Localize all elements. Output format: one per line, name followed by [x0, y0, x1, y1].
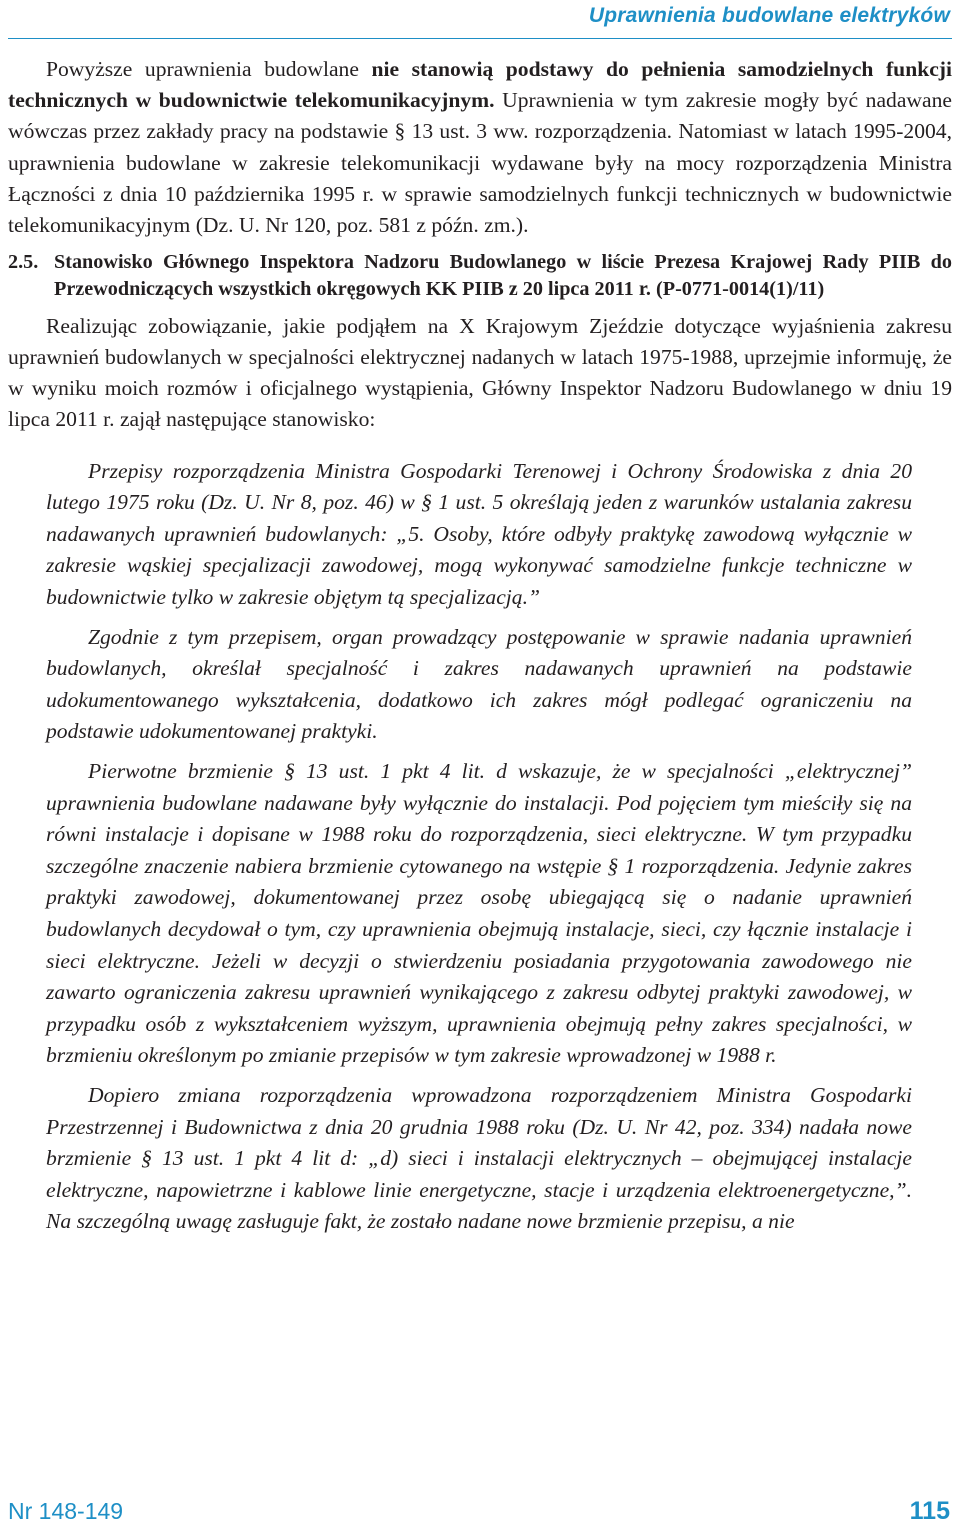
page-number: 115 — [909, 1497, 950, 1525]
section-title: Stanowisko Głównego Inspektora Nadzoru Budowlanego w liście Prezesa Krajowej Rady PIIB do Przewodniczących wszystkich okręgowych KK PIIB z 20 lipca 2011 r. (P-0771-0014(1)/11) — [54, 251, 952, 301]
quote-paragraph: Zgodnie z tym przepisem, organ prowadzący postępowanie w sprawie nadania uprawnień budowlanych, określał specjalność i zakres nadawanych uprawnień na podstawie udokumentowanego wykształcenia, dodatkowo ich zakres mógł podlegać ograniczeniu na podstawie udokumentowanej praktyki. — [46, 624, 912, 744]
quote-paragraph: Dopiero zmiana rozporządzenia wprowadzona rozporządzeniem Ministra Gospodarki Przestrzennej i Budownictwa z dnia 20 grudnia 1988 roku (Dz. U. Nr 42, poz. 334) nadała nowe brzmienie § 13 ust. 1 pkt 4 lit d: „d) sieci i instalacji elektrycznych – obejmującej instalacje elektryczne, napowietrzne i kablowe linie energetyczne, stacje i urządzenia elektroenergetyczne,”. Na szczególną uwagę zasługuje fakt, że zostało nadane nowe brzmienie przepisu, a nie — [46, 1082, 912, 1234]
quote-paragraph: Pierwotne brzmienie § 13 ust. 1 pkt 4 lit. d wskazuje, że w specjalności „elektrycznej” uprawnienia budowlane nadawane były wyłącznie do instalacji. Pod pojęciem tym mieściły się na równi instalacje i dopisane w 1988 roku do rozporządzenia, sieci elektryczne. W tym przypadku szczególne znaczenie nabiera brzmienie cytowanego na wstępie § 1 rozporządzenia. Jedynie zakres praktyki zawodowej, dokumentowanej przez osobę ubiegającą się o nadanie uprawnień budowlanych decydował o tym, czy uprawnienia obejmują instalacje, sieci, czy łącznie instalacje i sieci elektryczne. Jeżeli w decyzji o stwierdzeniu posiadania przygotowania zawodowego nie zawarto ograniczenia zakresu uprawnień wynikającego z zakresu odbytej praktyki zawodowej, w przypadku osób z wykształceniem wyższym, uprawnienia obejmują pełny zakres specjalności, w brzmieniu określonym po zmianie przepisów w tym zakresie wprowadzonej w 1988 r. — [46, 758, 912, 1068]
header-divider — [8, 38, 952, 39]
paragraph-statement: Realizując zobowiązanie, jakie podjąłem na X Krajowym Zjeździe dotyczące wyjaśnienia zakresu uprawnień budowlanych w specjalności elektrycznej nadanych w latach 1975-1988, uprzejmie informuję, że w wyniku moich rozmów i oficjalnego wystąpienia, Główny Inspektor Nadzoru Budowlanego w dniu 19 lipca 2011 r. zajął następujące stanowisko: — [8, 313, 952, 432]
issue-number: Nr 148-149 — [8, 1498, 124, 1524]
paragraph-intro-emphasis: nie stanowią podstawy do pełnienia samodzielnych funkcji technicznych w budownictwie telekomunikacyjnym. — [8, 57, 952, 113]
quoted-position — [46, 456, 912, 1238]
page-body — [8, 54, 952, 1246]
quote-paragraph: Przepisy rozporządzenia Ministra Gospodarki Terenowej i Ochrony Środowiska z dnia 20 lutego 1975 roku (Dz. U. Nr 8, poz. 46) w § 1 ust. 5 określają jeden z warunków ustalania zakresu nadawanych uprawnień budowlanych: „5. Osoby, które odbyły praktykę zawodową wyłącznie w zakresie wąskiej specjalizacji zawodowej, mogą wykonywać samodzielne funkcje techniczne w budownictwie tylko w zakresie objętym tą specjalizacją.” — [46, 458, 912, 609]
paragraph-intro-start: Powyższe uprawnienia budowlane — [46, 57, 372, 81]
section-number: 2.5. — [8, 251, 39, 274]
paragraph-intro-end: Uprawnienia w tym zakresie mogły być nadawane wówczas przez zakłady pracy na podstawie § 13 ust. 3 ww. rozporządzenia. Natomiast w latach 1995-2004, uprawnienia budowlane w zakresie telekomunikacji wydawane były na mocy rozporządzenia Ministra Łączności z dnia 10 października 1995 r. w sprawie samodzielnych funkcji technicznych w budownictwie telekomunikacyjnym (Dz. U. Nr 120, poz. 581 z późn. zm.). — [8, 88, 952, 238]
section-heading — [8, 249, 952, 303]
paragraph-intro — [8, 54, 952, 241]
running-header-title: Uprawnienia budowlane elektryków — [588, 4, 950, 27]
